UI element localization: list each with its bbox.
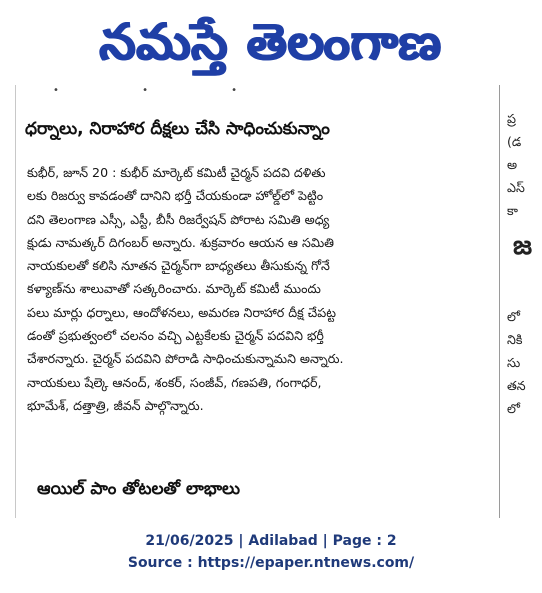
body-line: క్షుడు నామత్కర్ దిగంబర్ అన్నారు. శుక్రవారం ఆయన ఆ సమితి <box>27 234 334 250</box>
newspaper-logo: నమస్తే తెలంగాణ <box>99 13 443 71</box>
body-line: కళ్యాణ్‌ను శాలువాతో సత్కరించారు. మార్కెట్ కమిటీ ముందు <box>27 281 321 297</box>
source-link[interactable]: Source : https://epaper.ntnews.com/ <box>127 555 415 571</box>
side-line: అ <box>507 157 518 172</box>
edition-info: 21/06/2025 | Adilabad | Page : 2 <box>145 533 397 549</box>
side-line: తన <box>507 378 526 393</box>
body-line: డంతో ప్రభుత్వంలో చలనం వచ్చి ఎట్టకేలకు చైర్మన్ పదవిని భర్తీ <box>27 328 324 344</box>
top-fragment: • • • <box>53 85 278 96</box>
body-line: చేశారన్నారు. చైర్మన్ పదవిని పోరాడి సాధించుకున్నామని అన్నారు. <box>27 351 344 367</box>
side-line: నికి <box>507 332 523 347</box>
side-big-letter: జ <box>513 231 533 261</box>
side-line: సు <box>507 355 521 370</box>
side-line: ప్ర <box>507 111 516 126</box>
side-line: (డ <box>507 134 522 149</box>
side-line: కా <box>507 203 518 218</box>
adjacent-column <box>507 107 537 420</box>
body-line: కుభీర్, జూన్ 20 : కుభీర్ మార్కెట్ కమిటీ చైర్మన్ పదవి దళితు <box>27 165 326 180</box>
body-line: నాయకులతో కలిసి నూతన చైర్మన్‌గా బాధ్యతలు తీసుకున్న గోనే <box>27 258 330 274</box>
body-line: పలు మార్లు ధర్నాలు, ఆందోళనలు, అమరణ నిరాహార దీక్ష చేపట్ట <box>27 304 336 320</box>
footer <box>0 530 542 574</box>
body-line: భూమేశ్, దత్తాత్రి, జీవన్ పాల్గొన్నారు. <box>27 397 204 413</box>
side-line: లో <box>507 309 520 324</box>
body-line: లకు రిజర్వు కావడంతో దానిని భర్తీ చేయకుండా హోల్డ్‌లో పెట్టిం <box>27 188 324 204</box>
body-line: నాయకులు షేల్కె ఆనంద్, శంకర్, సంజీవ్, గణపతి, గంగాధర్, <box>27 374 322 390</box>
side-line: లో <box>507 401 520 416</box>
article-body <box>27 161 497 417</box>
masthead <box>0 0 542 84</box>
body-line: దని తెలంగాణ ఎస్సీ, ఎస్టీ, బీసీ రిజర్వేషన్ పోరాట సమితి అధ్య <box>27 211 330 227</box>
next-article-headline: ఆయిల్ పాం తోటలతో లాభాలు <box>37 479 240 499</box>
article-clipping <box>15 85 533 518</box>
side-line: ఎస్ <box>507 180 525 195</box>
clipping-left-edge <box>15 85 16 518</box>
article-headline: ధర్నాలు, నిరాహార దీక్షలు చేసి సాధించుకున్నాం <box>25 119 330 139</box>
column-divider <box>499 85 500 518</box>
